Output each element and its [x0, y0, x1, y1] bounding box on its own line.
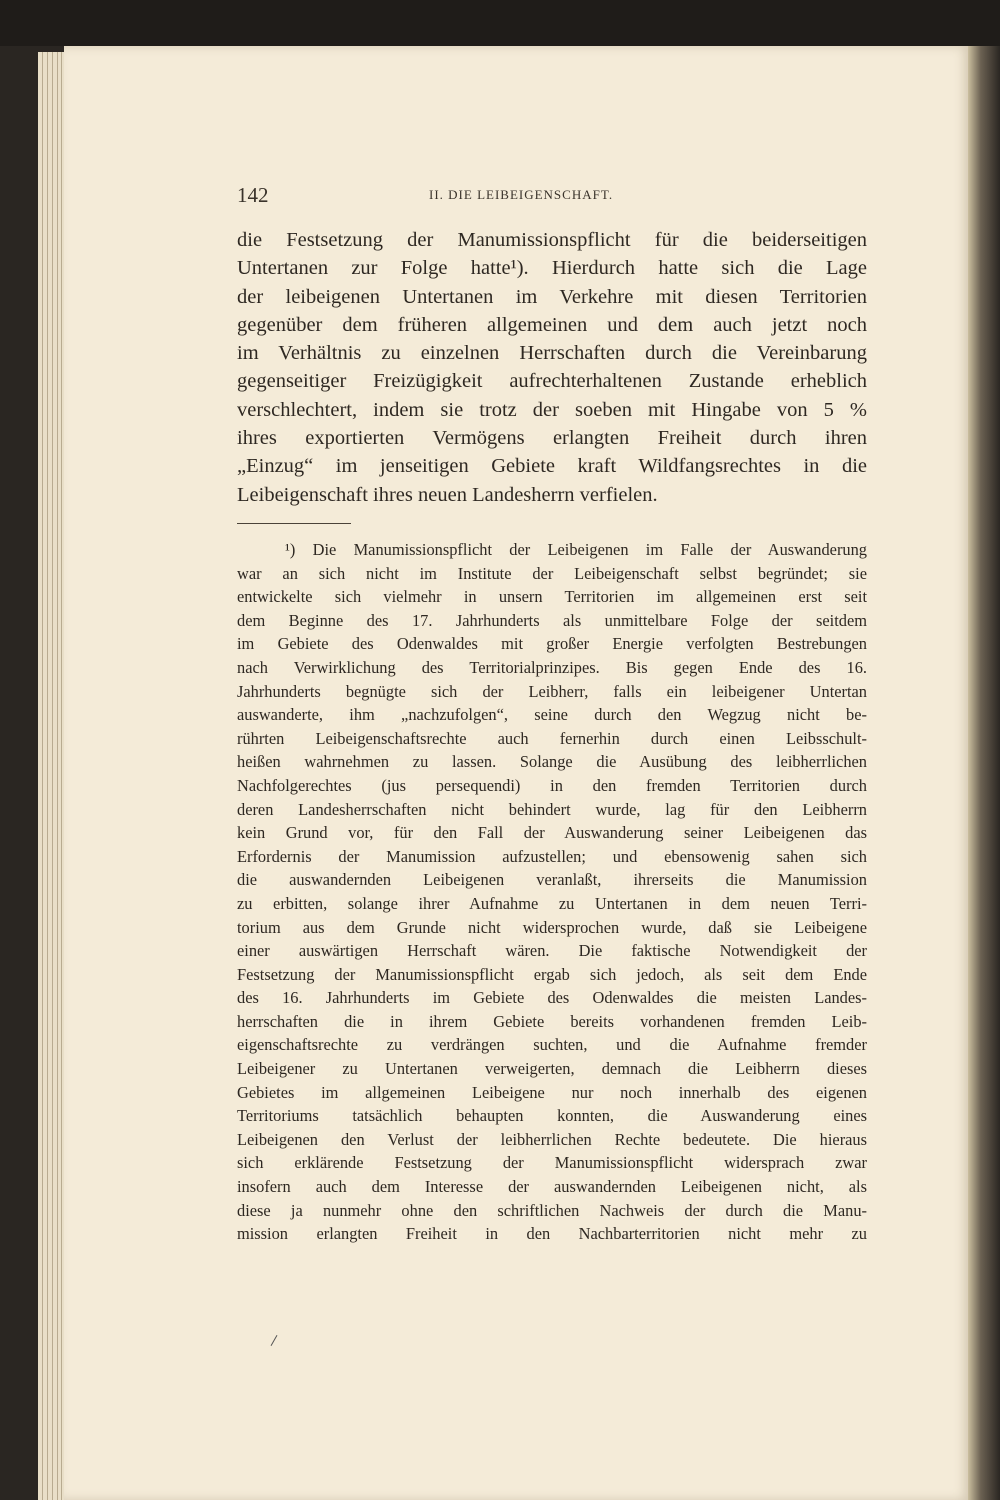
footnote-line: herrschaften die in ihrem Gebiete bereits vorhandenen fremden Leib- [237, 1011, 867, 1031]
footnote-line: diese ja nunmehr ohne den schriftlichen Nachweis der durch die Manu- [237, 1200, 867, 1220]
footnote-line: dem Beginne des 17. Jahrhunderts als unmittelbare Folge der seitdem [237, 610, 867, 630]
footnote-line: entwickelte sich vielmehr in unsern Territorien im allgemeinen erst seit [237, 587, 867, 607]
footnote-line: rührten Leibeigenschaftsrechte auch fernerhin durch einen Leibsschult- [237, 728, 867, 748]
page-gutter-shadow [968, 46, 1000, 1500]
footnote-line: Jahrhunderts begnügte sich der Leibherr, falls ein leibeigener Untertan [237, 681, 867, 701]
scan-background-top [0, 0, 1000, 46]
footnote-line: Gebietes im allgemeinen Leibeigene nur noch innerhalb des eigenen [237, 1082, 867, 1102]
text-line: ihres exportierten Vermögens erlangten Freiheit durch ihren [237, 427, 867, 450]
footnote-line: ¹) Die Manumissionspflicht der Leibeigenen im Falle der Auswanderung [285, 540, 867, 559]
footnote-line: nach Verwirklichung des Territorialprinzipes. Bis gegen Ende des 16. [237, 657, 867, 677]
main-text [237, 226, 867, 509]
footnote-line: heißen wahrnehmen zu lassen. Solange die Ausübung des leibherrlichen [237, 752, 867, 772]
footnote-line: insofern auch dem Interesse der auswandernden Leibeigenen nicht, als [237, 1177, 867, 1197]
footnote-line: des 16. Jahrhunderts im Gebiete des Odenwaldes die meisten Landes- [237, 988, 867, 1008]
text-line: gegenseitiger Freizügigkeit aufrechterhaltenen Zustande erheblich [237, 370, 867, 393]
footnote-line: Festsetzung der Manumissionspflicht ergab sich jedoch, als seit dem Ende [237, 964, 867, 984]
page-header [237, 183, 867, 207]
text-line: gegenüber dem früheren allgemeinen und dem auch jetzt noch [237, 313, 867, 336]
footnote-line: kein Grund vor, für den Fall der Auswanderung seiner Leibeigenen das [237, 823, 867, 843]
text-line: „Einzug“ im jenseitigen Gebiete kraft Wildfangsrechtes in die [237, 455, 867, 478]
footnote-line: zu erbitten, solange ihrer Aufnahme zu Untertanen in dem neuen Terri- [237, 893, 867, 913]
text-line: im Verhältnis zu einzelnen Herrschaften durch die Vereinbarung [237, 342, 867, 365]
footnote-line: Nachfolgerechtes (jus persequendi) in den fremden Territorien durch [237, 775, 867, 795]
page-number: 142 [237, 183, 269, 207]
footnote-line: torium aus dem Grunde nicht widersprochen wurde, daß sie Leibeigene [237, 917, 867, 937]
footnote-line: Leibeigener zu Untertanen verweigerten, demnach die Leibherrn dieses [237, 1059, 867, 1079]
footnote-line: die auswandernden Leibeigenen veranlaßt, ihrerseits die Manumission [237, 870, 867, 890]
footnote-line: Erfordernis der Manumission aufzustellen; und ebensowenig sahen sich [237, 846, 867, 866]
footnote-line: Territoriums tatsächlich behaupten konnten, die Auswanderung eines [237, 1106, 867, 1126]
footnote-line: war an sich nicht im Institute der Leibeigenschaft selbst begründet; sie [237, 563, 867, 583]
text-line: verschlechtert, indem sie trotz der soeben mit Hingabe von 5 % [237, 398, 867, 421]
footnote-rule [237, 523, 351, 524]
footnote-line: einer auswärtigen Herrschaft wären. Die faktische Notwendigkeit der [237, 941, 867, 961]
text-line: der leibeigenen Untertanen im Verkehre mit diesen Territorien [237, 285, 867, 308]
footnote-line: Leibeigenen den Verlust der leibherrlichen Rechte bedeutete. Die hieraus [237, 1129, 867, 1149]
text-line: Untertanen zur Folge hatte¹). Hierdurch hatte sich die Lage [237, 257, 867, 280]
footnote-line: eigenschaftsrechte zu verdrängen suchten, und die Aufnahme fremder [237, 1035, 867, 1055]
running-head: II. DIE LEIBEIGENSCHAFT. [429, 187, 614, 202]
footnote-text [237, 538, 867, 1246]
text-line: die Festsetzung der Manumissionspflicht für die beiderseitigen [237, 229, 867, 251]
footnote-line: sich erklärende Festsetzung der Manumissionspflicht widersprach zwar [237, 1153, 867, 1173]
footnote-line: auswanderte, ihm „nachzufolgen“, seine durch den Wegzug nicht be- [237, 705, 867, 725]
footnote-line: deren Landesherrschaften nicht behindert wurde, lag für den Leibherrn [237, 799, 867, 819]
footnote-line: mission erlangten Freiheit in den Nachbarterritorien nicht mehr zu [237, 1224, 867, 1244]
footnote-line: im Gebiete des Odenwaldes mit großer Energie verfolgten Bestrebungen [237, 634, 867, 654]
text-line: Leibeigenschaft ihres neuen Landesherrn verfielen. [237, 483, 658, 506]
